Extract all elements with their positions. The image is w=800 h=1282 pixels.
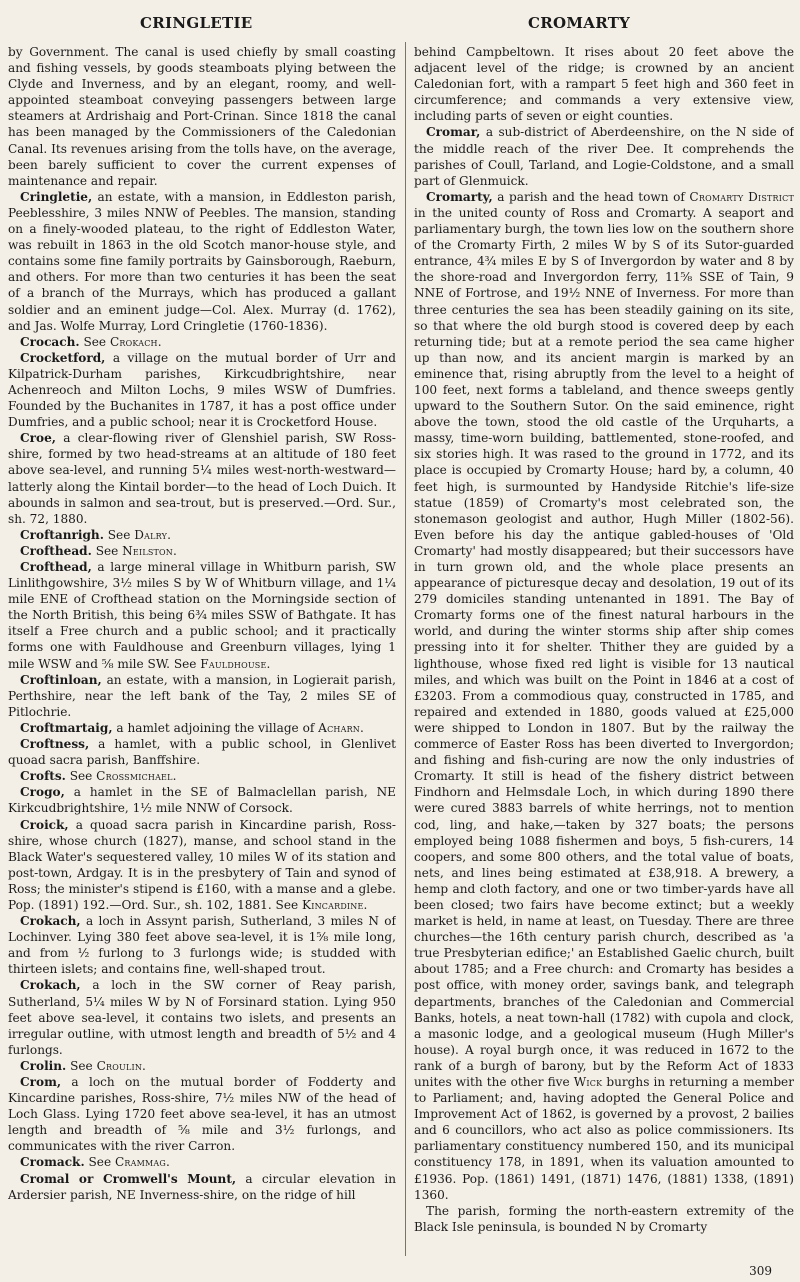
entry-text: in the united county of Ross and Cromarty. A seaport and parliamentary burgh, the town lies low on the southern shore of the Cromarty Firth, 2 miles W by S of its Sutor-guarded entrance, 4¾ miles E by S of Invergordon by water and 8 by the shore-road and Invergordon ferry, 11⅝ SSE of Tain, 9 NNE of Fortrose, and 19½ NNE of Inverness. For more than three centuries the sea has been steadily gaining on its site, so that where the old burgh stood is covered deep by each returning tide; but at a remote period the sea came higher up than now, and its ancient margin is marked by an eminence that, rising abruptly from the level to a height of 100 feet, next forms a tableland, and thence sweeps gently upward to the Southern Sutor. On the said eminence, right above the town, stood the old castle of the Urquharts, a massy, time-worn building, battlemented, stone-roofed, and six stories high. It was rased to the ground in 1772, and its place is occupied by Cromarty House; hard by, a column, 40 feet high, is surmounted by Handyside Ritchie's life-size statue (1859) of Cromarty's most celebrated son, the stonemason geologist and author, Hugh Miller (1802-56). Even before his day the antique gabled-houses of 'Old Cromarty' had mostly disappeared; but their successors have in turn grown old, and the whole place presents an appearance of picturesque decay and desolation, 19 out of its 279 domiciles standing untenanted in 1891. The Bay of Cromarty forms one of the finest natural harbours in the world, and during the winter storms ship after ship comes pressing into it for shelter. Thither they are guided by a lighthouse, whose fixed red light is visible for 13 nautical miles, and which was built on the Point in 1846 at a cost of £3203. From a commodious quay, constructed in 1785, and repaired and extended in 1880, goods valued at £25,000 were shipped to London in 1807. But by the railway the commerce of Easter Ross has been diverted to Invergordon; and fishing and fish-curing are now the only industries of Cromarty. It still is head of the fishery district between Findhorn and Helmsdale Loch, in which during 1890 there were cured 3883 barrels of white herrings, not to mention cod, ling, and hake,—taken by 327 boats; the persons employed being 1088 fishermen and boys, 5 fish-curers, 14 coopers, and some 800 others, and the total value of boats, nets, and lines being estimated at £38,918. A brewery, a hemp and cloth factory, and one or two timber-yards have all been closed; two fairs have become extinct; but a weekly market is held, in name at least, on Tuesday. There are three churches—the 16th century parish church, described as 'a true Presbyterian edifice;' an Established Gaelic church, built about 1785; and a Free church: and Cromarty has besides a post office, with money order, savings bank, and telegraph departments, branches of the Caledonian and Commercial Banks, hotels, a neat town-hall (1782) with cupola and clock, a masonic lodge, and a geological museum (Hugh Miller's house). A royal burgh once, it was reduced in 1672 to the rank of a burgh of barony, but by the Reform Act of 1833 unites with the other five <box>414 205 794 1089</box>
entry-headword: Croftness, <box>20 737 90 752</box>
gazetteer-entry <box>8 913 396 977</box>
gazetteer-entry <box>8 817 396 914</box>
gazetteer-entry <box>414 189 794 1203</box>
cross-reference: Crammag. <box>114 1155 171 1170</box>
gazetteer-entry <box>8 768 396 784</box>
entry-headword: Croftanrigh. <box>20 527 104 542</box>
entry-text: a parish and the head town of <box>492 189 690 204</box>
left-column <box>8 44 396 1256</box>
entry-text: a hamlet in the SE of Balmaclellan parish, NE Kirkcudbrightshire, 1½ mile NNW of Corsock. <box>8 785 396 816</box>
entry-text: See <box>103 527 135 542</box>
entry-headword: Cromal or Cromwell's Mount, <box>20 1171 237 1186</box>
entry-text: See <box>65 769 97 784</box>
entry-text: a loch in Assynt parish, Sutherland, 3 miles N of Lochinver. Lying 380 feet above sea-level, it is 1⅝ mile long, and from ½ furlong to 3 furlongs wide; is studded with thirteen islets; and contains fine, well-shaped trout. <box>8 914 396 977</box>
page-number: 309 <box>749 1264 772 1278</box>
gazetteer-entry <box>8 527 396 543</box>
gazetteer-entry <box>8 1171 396 1203</box>
gazetteer-entry <box>8 1058 396 1074</box>
entry-text: a circular elevation in Ardersier parish, NE Inverness-shire, on the ridge of hill <box>8 1171 396 1202</box>
gazetteer-entry <box>8 1074 396 1154</box>
entry-text: See <box>79 334 110 349</box>
gazetteer-entry <box>8 672 396 720</box>
entry-text: an estate, with a mansion, in Logierait parish, Perthshire, near the left bank of the Tay, 2 miles SE of Pitlochrie. <box>8 672 396 719</box>
cross-reference: Dalry. <box>134 527 172 542</box>
cross-reference: Crokach. <box>109 334 162 349</box>
entry-text: See <box>91 543 123 558</box>
entry-headword: Crokach, <box>20 978 81 993</box>
gazetteer-entry <box>8 977 396 1057</box>
entry-headword: Cromack. <box>20 1155 85 1170</box>
entry-text: an estate, with a mansion, in Eddleston parish, Peeblesshire, 3 miles NNW of Peebles. The mansion, standing on a finely-wooded plateau, to the right of Eddleston Water, was rebuilt in 1863 in the old Scotch manor-house style, and contains some fine family portraits by Gainsborough, Raeburn, and others. For more than two centuries it has been the seat of a branch of the Murrays, which has produced a gallant soldier and an eminent judge—Col. Alex. Murray (d. 1762), and Jas. Wolfe Murray, Lord Cringletie (1760-1836). <box>8 189 396 333</box>
gazetteer-entry <box>8 350 396 430</box>
entry-text: burghs in returning a member to Parliament; and, having adopted the General Police and Improvement Act of 1862, is governed by a provost, 2 bailies and 6 councillors, who act also as police commissioners. Its parliamentary constituency numbered 150, and its municipal constituency 178, in 1891, when its valuation amounted to £1936. Pop. (1861) 1491, (1871) 1476, (1881) 1338, (1891) 1360. <box>414 1075 794 1202</box>
cross-reference: Wick <box>573 1075 603 1089</box>
cross-reference: Cromarty District <box>689 189 794 204</box>
gazetteer-entry <box>414 1203 794 1235</box>
entry-text: a loch in the SW corner of Reay parish, Sutherland, 5¼ miles W by N of Forsinard station. Lying 950 feet above sea-level, it contains two islets, and presents an irregular outline, with utmost length and breadth of 5½ and 4 furlongs. <box>8 978 396 1057</box>
entry-text: a hamlet, with a public school, in Glenlivet quoad sacra parish, Banffshire. <box>8 737 396 768</box>
entry-text: a loch on the mutual border of Fodderty and Kincardine parishes, Ross-shire, 7½ miles NW of the head of Loch Glass. Lying 1720 feet above sea-level, it has an utmost length and breadth of ⅝ mile and 3½ furlongs, and communicates with the river Carron. <box>8 1075 396 1154</box>
gazetteer-entry <box>8 334 396 350</box>
entry-text: See <box>84 1155 115 1170</box>
cross-reference: Neilston. <box>122 543 178 558</box>
entry-headword: Crokach, <box>20 914 81 929</box>
entry-headword: Crom, <box>20 1075 62 1089</box>
header-right-word: CROMARTY <box>528 14 631 32</box>
entry-text: a clear-flowing river of Glenshiel parish, SW Ross-shire, formed by two head-streams at an altitude of 180 feet above sea-level, and running 5¼ miles west-north-westward—latterly along the Kintail border—to the head of Loch Duich. It abounds in salmon and sea-trout, but is preserved.—Ord. Sur., sh. 72, 1880. <box>8 431 396 526</box>
entry-text: a large mineral village in Whitburn parish, SW Linlithgowshire, 3½ miles S by W of Whitburn village, and 1¼ mile ENE of Crofthead station on the Morningside section of the North British, this being 6¾ miles SSW of Bathgate. It has itself a Free church and a public school; and it practically forms one with Fauldhouse and Greenburn villages, lying 1 mile WSW and ⅝ mile SW. See <box>8 560 396 671</box>
gazetteer-entry <box>8 1154 396 1170</box>
entry-headword: Crofthead. <box>20 543 92 558</box>
entry-text: a hamlet adjoining the village of <box>112 720 319 735</box>
entry-headword: Cringletie, <box>20 189 93 204</box>
entry-headword: Crolin. <box>20 1058 67 1073</box>
gazetteer-entry <box>8 784 396 816</box>
gazetteer-entry <box>8 189 396 334</box>
cross-reference: Kincardine. <box>302 897 368 912</box>
entry-headword: Cromarty, <box>426 189 493 204</box>
entry-text: a village on the mutual border of Urr and Kilpatrick-Durham parishes, Kirkcudbrightshire, near Achenreoch and Milton Lochs, 9 miles WSW of Dumfries. Founded by the Buchanites in 1787, it has a post office under Dumfries, and a public school; near it is Crocketford House. <box>8 350 396 430</box>
header-left-word: CRINGLETIE <box>140 14 253 32</box>
entry-headword: Crocach. <box>20 334 80 349</box>
entry-text: a quoad sacra parish in Kincardine parish, Ross-shire, whose church (1827), manse, and school stand in the Black Water's sequestered valley, 10 miles W of its station and post-town, Ardgay. It is in the presbytery of Tain and synod of Ross; the minister's stipend is £160, with a manse and a glebe. Pop. (1891) 192.—Ord. Sur., sh. 102, 1881. See <box>8 817 396 912</box>
entry-headword: Crocketford, <box>20 350 106 365</box>
cross-reference: Crossmichael. <box>96 769 177 784</box>
cross-reference: Fauldhouse. <box>200 656 271 671</box>
running-header <box>0 14 800 38</box>
gazetteer-entry <box>8 430 396 527</box>
entry-text: behind Campbeltown. It rises about 20 feet above the adjacent level of the ridge; is crowned by an ancient Caledonian fort, with a rampart 5 feet high and 360 feet in circumference; and commands a very extensive view, including parts of seven or eight counties. <box>414 45 794 124</box>
entry-headword: Cromar, <box>426 125 481 140</box>
gazetteer-entry <box>8 559 396 672</box>
entry-text: by Government. The canal is used chiefly by small coasting and fishing vessels, by goods steamboats plying between the Clyde and Inverness, and by an elegant, roomy, and well-appointed steamboat conveying passengers between large steamers at Ardrishaig and Port-Crinan. Since 1818 the canal has been managed by the Commissioners of the Caledonian Canal. Its revenues arising from the tolls have, on the average, been barely sufficient to cover the current expenses of maintenance and repair. <box>8 45 396 188</box>
entry-headword: Croick, <box>20 817 69 832</box>
cross-reference: Croulin. <box>96 1058 147 1073</box>
entry-text: See <box>66 1058 97 1073</box>
gazetteer-entry <box>8 44 396 189</box>
column-divider <box>405 42 406 1256</box>
entry-headword: Croe, <box>20 431 56 446</box>
gazetteer-entry <box>414 124 794 188</box>
entry-text: a sub-district of Aberdeenshire, on the N side of the middle reach of the river Dee. It comprehends the parishes of Coull, Tarland, and Logie-Coldstone, and a small part of Glenmuick. <box>414 125 794 188</box>
cross-reference: Acharn. <box>318 720 365 735</box>
entry-headword: Croftmartaig, <box>20 720 113 735</box>
gazetteer-entry <box>8 736 396 768</box>
entry-headword: Crofthead, <box>20 560 92 574</box>
gazetteer-entry <box>8 720 396 736</box>
entry-headword: Croftinloan, <box>20 672 102 687</box>
right-column <box>414 44 794 1254</box>
entry-text: The parish, forming the north-eastern extremity of the Black Isle peninsula, is bounded N by Cromarty <box>414 1203 794 1234</box>
entry-headword: Crofts. <box>20 769 66 784</box>
gazetteer-entry <box>414 44 794 124</box>
gazetteer-entry <box>8 543 396 559</box>
entry-headword: Crogo, <box>20 785 65 800</box>
